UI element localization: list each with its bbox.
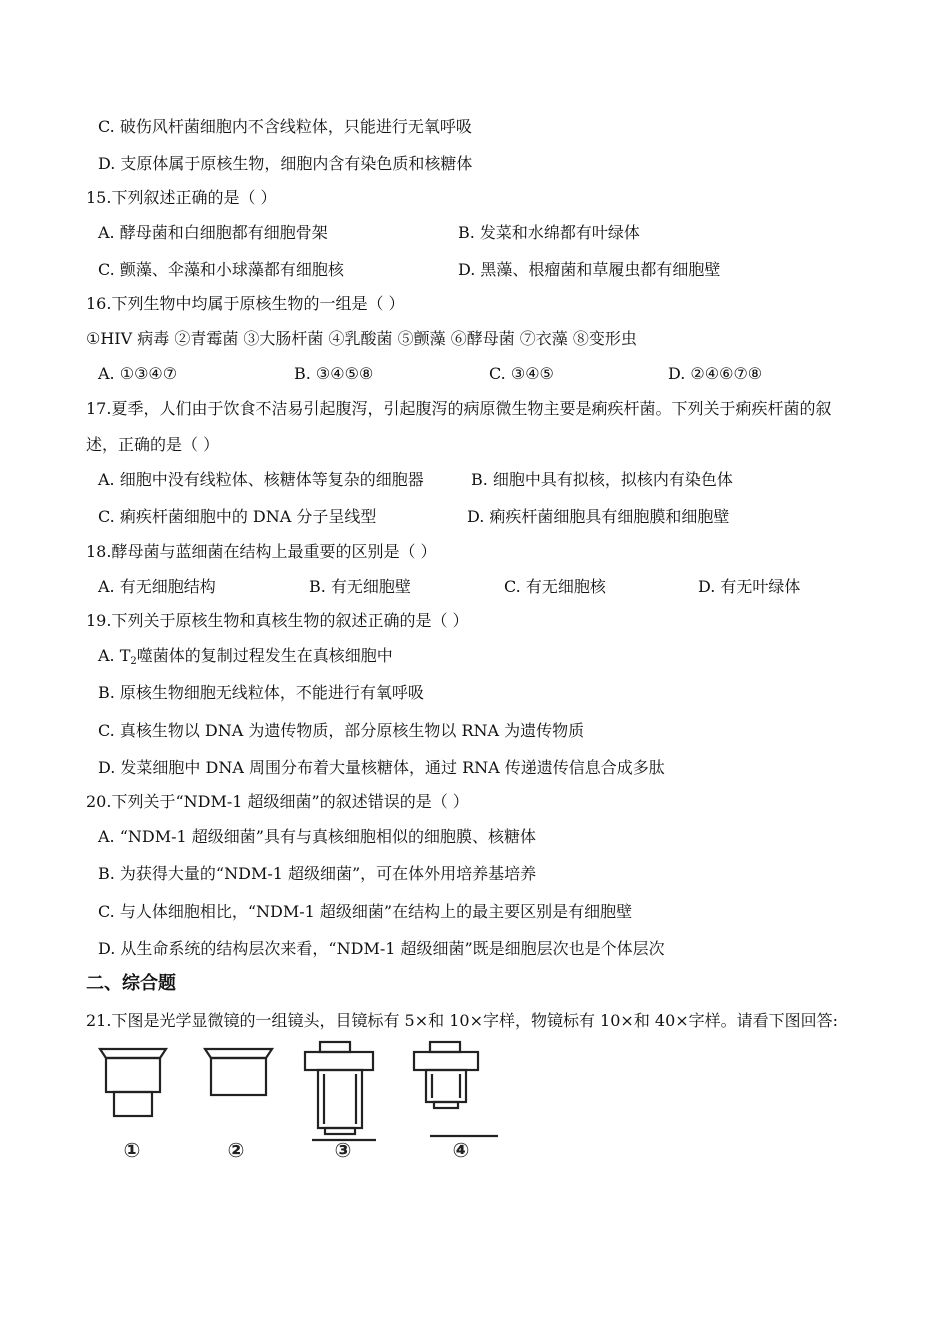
lens-label-4: ④ (452, 1138, 470, 1162)
lens-label-2: ② (227, 1138, 245, 1162)
q17-option-a: A. 细胞中没有线粒体、核糖体等复杂的细胞器 (98, 470, 424, 489)
q19-option-a-subscript: 2 (130, 656, 137, 667)
lens-label-3: ③ (334, 1138, 352, 1162)
q18-option-c: C. 有无细胞核 (504, 577, 606, 596)
lens-label-1: ① (123, 1138, 141, 1162)
q20-option-b: B. 为获得大量的“NDM-1 超级细菌”，可在体外用培养基培养 (98, 864, 537, 883)
q17-option-d: D. 痢疾杆菌细胞具有细胞膜和细胞壁 (467, 507, 730, 526)
q16-option-b: B. ③④⑤⑧ (294, 364, 374, 383)
q15-option-a: A. 酵母菌和白细胞都有细胞骨架 (98, 223, 328, 242)
lens-4-objective-icon (414, 1042, 498, 1136)
q18-option-d: D. 有无叶绿体 (698, 577, 801, 596)
q16-items: ①HIV 病毒 ②青霉菌 ③大肠杆菌 ④乳酸菌 ⑤颤藻 ⑥酵母菌 ⑦衣藻 ⑧变形虫 (86, 329, 637, 348)
q19-option-a-prefix: A. T (98, 646, 131, 665)
q17-option-b: B. 细胞中具有拟核，拟核内有染色体 (471, 470, 733, 489)
q15-option-b: B. 发菜和水绵都有叶绿体 (458, 223, 640, 242)
q20-stem: 20.下列关于“NDM-1 超级细菌”的叙述错误的是（ ） (86, 792, 469, 811)
q19-stem: 19.下列关于原核生物和真核生物的叙述正确的是（ ） (86, 611, 469, 630)
q19-option-b: B. 原核生物细胞无线粒体，不能进行有氧呼吸 (98, 683, 424, 702)
q15-option-d: D. 黑藻、根瘤菌和草履虫都有细胞壁 (458, 260, 721, 279)
q16-stem: 16.下列生物中均属于原核生物的一组是（ ） (86, 294, 405, 313)
q19-option-a-text: 噬菌体的复制过程发生在真核细胞中 (136, 646, 393, 665)
lens-3-objective-icon (305, 1042, 376, 1140)
section-title-comprehensive: 二、综合题 (86, 973, 176, 994)
q19-option-d: D. 发菜细胞中 DNA 周围分布着大量核糖体，通过 RNA 传递遗传信息合成多肽 (98, 758, 665, 777)
q16-option-a: A. ①③④⑦ (98, 364, 178, 383)
q19-option-c: C. 真核生物以 DNA 为遗传物质，部分原核生物以 RNA 为遗传物质 (98, 721, 585, 740)
q18-option-a: A. 有无细胞结构 (98, 577, 216, 596)
q20-option-c: C. 与人体细胞相比，“NDM-1 超级细菌”在结构上的最主要区别是有细胞壁 (98, 902, 633, 921)
q20-option-d: D. 从生命系统的结构层次来看，“NDM-1 超级细菌”既是细胞层次也是个体层次 (98, 939, 665, 958)
q15-option-c: C. 颤藻、伞藻和小球藻都有细胞核 (98, 260, 344, 279)
q21-stem: 21.下图是光学显微镜的一组镜头，目镜标有 5×和 10×字样，物镜标有 10×和 40×字样。请看下图回答: (86, 1011, 839, 1030)
q15-stem: 15.下列叙述正确的是（ ） (86, 188, 277, 207)
microscope-lens-figure (90, 1040, 520, 1165)
q19-option-a (98, 646, 393, 672)
lens-2-eyepiece-icon (205, 1049, 272, 1095)
q20-option-a: A. “NDM-1 超级细菌”具有与真核细胞相似的细胞膜、核糖体 (98, 827, 536, 846)
lens-1-eyepiece-icon (100, 1049, 166, 1116)
q17-option-c: C. 痢疾杆菌细胞中的 DNA 分子呈线型 (98, 507, 377, 526)
q14-option-d: D. 支原体属于原核生物，细胞内含有染色质和核糖体 (98, 154, 473, 173)
q14-option-c: C. 破伤风杆菌细胞内不含线粒体，只能进行无氧呼吸 (98, 117, 472, 136)
q16-option-d: D. ②④⑥⑦⑧ (668, 364, 763, 383)
q17-stem-line1: 17.夏季，人们由于饮食不洁易引起腹泻，引起腹泻的病原微生物主要是痢疾杆菌。下列关于痢疾杆菌的叙 (86, 399, 832, 418)
q18-stem: 18.酵母菌与蓝细菌在结构上最重要的区别是（ ） (86, 542, 437, 561)
q17-stem-line2: 述，正确的是（ ） (86, 435, 220, 454)
q16-option-c: C. ③④⑤ (489, 364, 554, 383)
q18-option-b: B. 有无细胞壁 (309, 577, 411, 596)
